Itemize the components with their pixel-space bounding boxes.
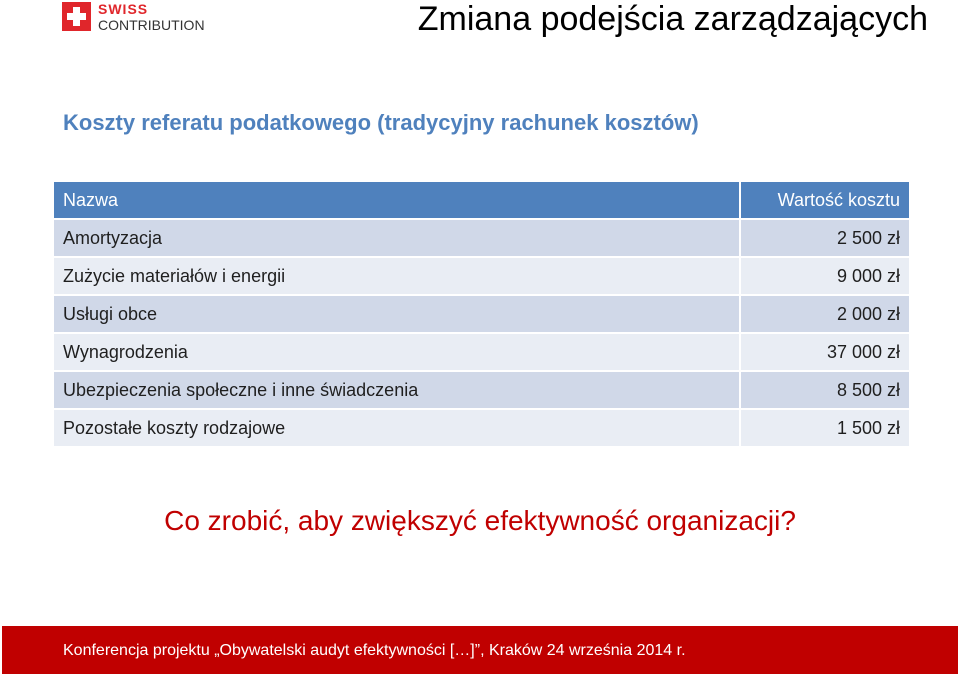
cost-value: 9 000 zł (739, 258, 909, 296)
table-row (54, 220, 909, 258)
footer-text: Konferencja projektu „Obywatelski audyt efektywności […]”, Kraków 24 września 2014 r. (63, 642, 686, 659)
slide-title: Zmiana podejścia zarządzających (417, 0, 928, 38)
table-header-row (54, 182, 909, 220)
cost-name: Pozostałe koszty rodzajowe (54, 410, 739, 448)
swiss-cross-icon (62, 2, 91, 31)
cost-value: 1 500 zł (739, 410, 909, 448)
cost-name: Amortyzacja (54, 220, 739, 258)
logo-line-1: SWISS (98, 1, 149, 17)
slide-subtitle: Koszty referatu podatkowego (tradycyjny rachunek kosztów) (63, 110, 699, 135)
header-name: Nazwa (54, 182, 739, 220)
logo-text (98, 2, 205, 32)
cost-name: Zużycie materiałów i energii (54, 258, 739, 296)
cost-name: Ubezpieczenia społeczne i inne świadczenia (54, 372, 739, 410)
logo-line-2: CONTRIBUTION (98, 17, 205, 33)
cost-table (54, 182, 909, 448)
footer-bar (2, 626, 958, 674)
cost-value: 8 500 zł (739, 372, 909, 410)
table-row (54, 372, 909, 410)
table-row (54, 258, 909, 296)
cost-value: 37 000 zł (739, 334, 909, 372)
table-row (54, 296, 909, 334)
table-row (54, 334, 909, 372)
cost-name: Wynagrodzenia (54, 334, 739, 372)
table-row (54, 410, 909, 448)
cost-value: 2 500 zł (739, 220, 909, 258)
cost-name: Usługi obce (54, 296, 739, 334)
question-text: Co zrobić, aby zwiększyć efektywność organizacji? (164, 505, 796, 536)
header-value: Wartość kosztu (739, 182, 909, 220)
cost-value: 2 000 zł (739, 296, 909, 334)
